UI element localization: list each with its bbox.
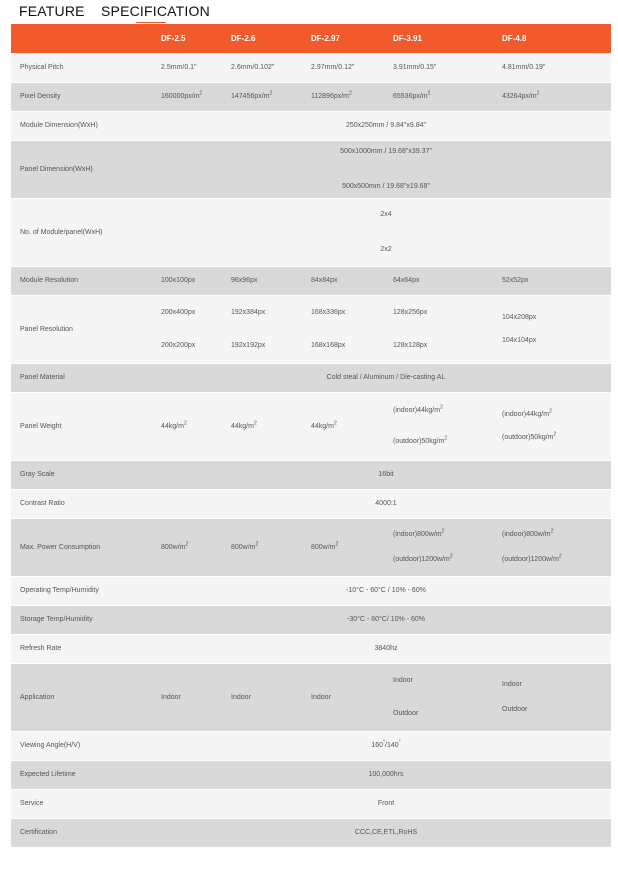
cell-text: Indoor bbox=[502, 681, 522, 688]
cell: 3840hz bbox=[374, 645, 398, 652]
superscript: 2 bbox=[550, 528, 554, 535]
cell: Indoor bbox=[311, 693, 331, 701]
cell-text: 200x400px bbox=[161, 309, 196, 316]
table-header-row bbox=[11, 24, 611, 53]
table-row bbox=[11, 140, 611, 198]
cell-text: 43264px/m bbox=[502, 93, 537, 100]
column-header: DF-4.8 bbox=[502, 34, 527, 43]
tab-bar bbox=[0, 0, 618, 24]
cell-text: 800w/m bbox=[161, 543, 186, 551]
table-row bbox=[11, 198, 611, 266]
row-label: Panel Dimension(WxH) bbox=[20, 165, 93, 173]
cell-text: 192x384px bbox=[231, 309, 266, 316]
table-row bbox=[11, 634, 611, 663]
cell bbox=[393, 663, 502, 731]
cell: 250x250mm / 9.84"x9.84" bbox=[345, 122, 427, 129]
cell-text: /140 bbox=[385, 742, 399, 749]
cell-text bbox=[393, 404, 502, 414]
cell bbox=[311, 518, 393, 576]
row-label: Contrast Ratio bbox=[20, 500, 65, 507]
column-header: DF-3.91 bbox=[393, 34, 422, 43]
cell-text: 128x128px bbox=[393, 342, 428, 349]
table-row bbox=[11, 789, 611, 818]
row-label: Panel Resolution bbox=[20, 325, 73, 333]
cell-text: (indoor)44kg/m bbox=[502, 411, 550, 418]
cell-text bbox=[502, 528, 611, 538]
column-header: DF-2.97 bbox=[311, 34, 340, 43]
cell bbox=[161, 295, 231, 363]
table-row bbox=[11, 392, 611, 460]
cell-text bbox=[393, 528, 502, 538]
row-label: No. of Module/panel(WxH) bbox=[20, 228, 103, 236]
row-label: Gray Scale bbox=[20, 471, 55, 478]
superscript: 2 bbox=[449, 553, 453, 560]
cell-text: Indoor bbox=[393, 677, 413, 684]
cell-text: 500x500mm / 19.68"x19.68" bbox=[342, 183, 430, 190]
cell bbox=[311, 392, 393, 460]
cell: 3.91mm/0.15" bbox=[393, 63, 437, 71]
superscript: 2 bbox=[553, 431, 557, 438]
table-row bbox=[11, 663, 611, 731]
cell bbox=[231, 82, 311, 111]
row-label: Storage Temp/Humidity bbox=[20, 616, 93, 623]
cell bbox=[161, 198, 611, 266]
cell: 100x100px bbox=[161, 277, 196, 284]
cell bbox=[311, 295, 393, 363]
cell-text: 65536px/m bbox=[393, 93, 428, 100]
row-label: Service bbox=[20, 800, 44, 807]
superscript: 2 bbox=[558, 553, 562, 560]
cell-text: Outdoor bbox=[393, 710, 419, 717]
cell: Indoor bbox=[231, 693, 251, 701]
table-row bbox=[11, 731, 611, 760]
cell bbox=[393, 392, 502, 460]
cell-text: 147456px/m bbox=[231, 93, 270, 100]
row-label: Application bbox=[20, 693, 55, 701]
cell: Cold steal / Aluminum / Die-casting AL bbox=[326, 374, 446, 381]
cell-text bbox=[502, 408, 611, 418]
cell-text: (outdoor)50kg/m bbox=[502, 434, 554, 441]
cell: 96x96px bbox=[231, 277, 258, 284]
table-row bbox=[11, 576, 611, 605]
cell: 52x52px bbox=[502, 277, 529, 284]
cell-text: 104x104px bbox=[502, 337, 537, 344]
cell bbox=[393, 82, 502, 111]
cell bbox=[311, 82, 393, 111]
table-row bbox=[11, 111, 611, 140]
cell bbox=[502, 295, 611, 363]
row-label: Panel Weight bbox=[20, 422, 62, 430]
cell-text bbox=[502, 553, 611, 563]
row-label: Module Dimension(WxH) bbox=[20, 122, 98, 129]
superscript: 2 bbox=[536, 90, 540, 97]
cell-text: 160000px/m bbox=[161, 93, 200, 100]
superscript: 2 bbox=[199, 90, 203, 97]
row-label: Operating Temp/Humidity bbox=[20, 587, 99, 594]
cell: 2.6mm/0.102" bbox=[231, 63, 275, 71]
cell bbox=[161, 518, 231, 576]
superscript: 2 bbox=[333, 420, 337, 427]
cell: Front bbox=[377, 800, 395, 807]
table-row bbox=[11, 53, 611, 82]
cell bbox=[161, 731, 611, 760]
superscript: 2 bbox=[269, 90, 273, 97]
cell-text: 192x192px bbox=[231, 342, 266, 349]
cell-text: 2x2 bbox=[380, 246, 392, 253]
cell-text bbox=[502, 431, 611, 441]
cell-text: (indoor)800w/m bbox=[502, 531, 551, 538]
table-row bbox=[11, 760, 611, 789]
cell bbox=[231, 295, 311, 363]
cell-text bbox=[393, 553, 502, 563]
cell-text: (indoor)800w/m bbox=[393, 531, 442, 538]
cell bbox=[161, 140, 611, 198]
cell bbox=[161, 392, 231, 460]
tab-specification[interactable]: SPECIFICATION bbox=[101, 3, 210, 19]
cell-text: (indoor)44kg/m bbox=[393, 407, 441, 414]
table-row bbox=[11, 266, 611, 295]
cell bbox=[231, 518, 311, 576]
cell-text: 500x1000mm / 19.68"x39.37" bbox=[340, 148, 432, 155]
superscript: 2 bbox=[185, 541, 189, 548]
superscript: 2 bbox=[255, 541, 259, 548]
row-label: Certification bbox=[20, 829, 57, 836]
superscript: 2 bbox=[549, 408, 552, 415]
tab-feature[interactable]: FEATURE bbox=[19, 3, 85, 19]
cell: -30°C - 60°C/ 10% - 60% bbox=[347, 616, 425, 623]
cell bbox=[231, 392, 311, 460]
cell bbox=[161, 82, 231, 111]
header-blank bbox=[11, 24, 161, 53]
row-label: Viewing Angle(H/V) bbox=[20, 742, 81, 749]
cell-text: 44kg/m bbox=[231, 422, 254, 430]
table-row bbox=[11, 605, 611, 634]
row-label: Max. Power Consumption bbox=[20, 543, 101, 551]
cell-text: Outdoor bbox=[502, 706, 528, 713]
cell: Indoor bbox=[161, 693, 181, 701]
cell-text: 104x208px bbox=[502, 314, 537, 321]
active-tab-indicator bbox=[136, 22, 166, 23]
table-row bbox=[11, 295, 611, 363]
row-label: Expected Lifetime bbox=[20, 771, 76, 778]
cell: 2.5mm/0.1" bbox=[161, 63, 197, 71]
superscript: 2 bbox=[441, 528, 445, 535]
cell: -10°C - 60°C / 10% - 60% bbox=[346, 587, 426, 594]
superscript: ° bbox=[383, 739, 386, 746]
column-header: DF-2.6 bbox=[231, 34, 256, 43]
superscript: 2 bbox=[440, 404, 443, 411]
table-row bbox=[11, 363, 611, 392]
superscript: 2 bbox=[335, 541, 339, 548]
row-label: Pixel Density bbox=[20, 93, 61, 100]
cell bbox=[502, 392, 611, 460]
row-label: Refresh Rate bbox=[20, 645, 62, 652]
superscript: 2 bbox=[427, 90, 431, 97]
cell-text: 2x4 bbox=[380, 211, 392, 218]
cell bbox=[393, 518, 502, 576]
row-label: Panel Material bbox=[20, 374, 65, 381]
cell-text: 168x336px bbox=[311, 309, 346, 316]
cell-text: (outdoor)1200w/m bbox=[502, 556, 559, 563]
cell-text: 168x168px bbox=[311, 342, 346, 349]
cell: 84x84px bbox=[311, 277, 338, 284]
cell-text: 200x200px bbox=[161, 342, 196, 349]
cell: 2.97mm/0.12" bbox=[311, 63, 355, 71]
cell bbox=[502, 663, 611, 731]
table-row bbox=[11, 460, 611, 489]
table-row bbox=[11, 518, 611, 576]
cell-text bbox=[393, 435, 502, 445]
cell-text: (outdoor)50kg/m bbox=[393, 438, 445, 445]
cell bbox=[502, 82, 611, 111]
superscript: 2 bbox=[444, 435, 448, 442]
table-row bbox=[11, 82, 611, 111]
cell-text: (outdoor)1200w/m bbox=[393, 556, 450, 563]
cell-text: 44kg/m bbox=[311, 422, 334, 430]
table-row bbox=[11, 818, 611, 847]
cell-text: 800w/m bbox=[311, 543, 336, 551]
cell bbox=[502, 518, 611, 576]
specification-table bbox=[11, 24, 611, 848]
cell bbox=[393, 295, 502, 363]
cell: 16bit bbox=[378, 471, 394, 478]
cell-text: 44kg/m bbox=[161, 422, 184, 430]
superscript: ° bbox=[398, 739, 401, 746]
cell: 64x64px bbox=[393, 277, 420, 284]
cell-text: 112896px/m bbox=[311, 93, 350, 100]
cell: CCC,CE,ETL,RoHS bbox=[354, 829, 418, 836]
superscript: 2 bbox=[253, 420, 257, 427]
cell: 4000:1 bbox=[375, 500, 397, 507]
superscript: 2 bbox=[349, 90, 352, 97]
cell-text: 160 bbox=[371, 742, 384, 749]
column-header: DF-2.5 bbox=[161, 34, 186, 43]
cell: 100,000hrs bbox=[368, 771, 404, 778]
cell-text: 800w/m bbox=[231, 543, 256, 551]
superscript: 2 bbox=[183, 420, 187, 427]
cell: 4.81mm/0.19" bbox=[502, 63, 546, 71]
row-label: Module Resolution bbox=[20, 277, 78, 284]
row-label: Physical Pitch bbox=[20, 63, 64, 71]
cell-text: 128x256px bbox=[393, 309, 428, 316]
table-row bbox=[11, 489, 611, 518]
